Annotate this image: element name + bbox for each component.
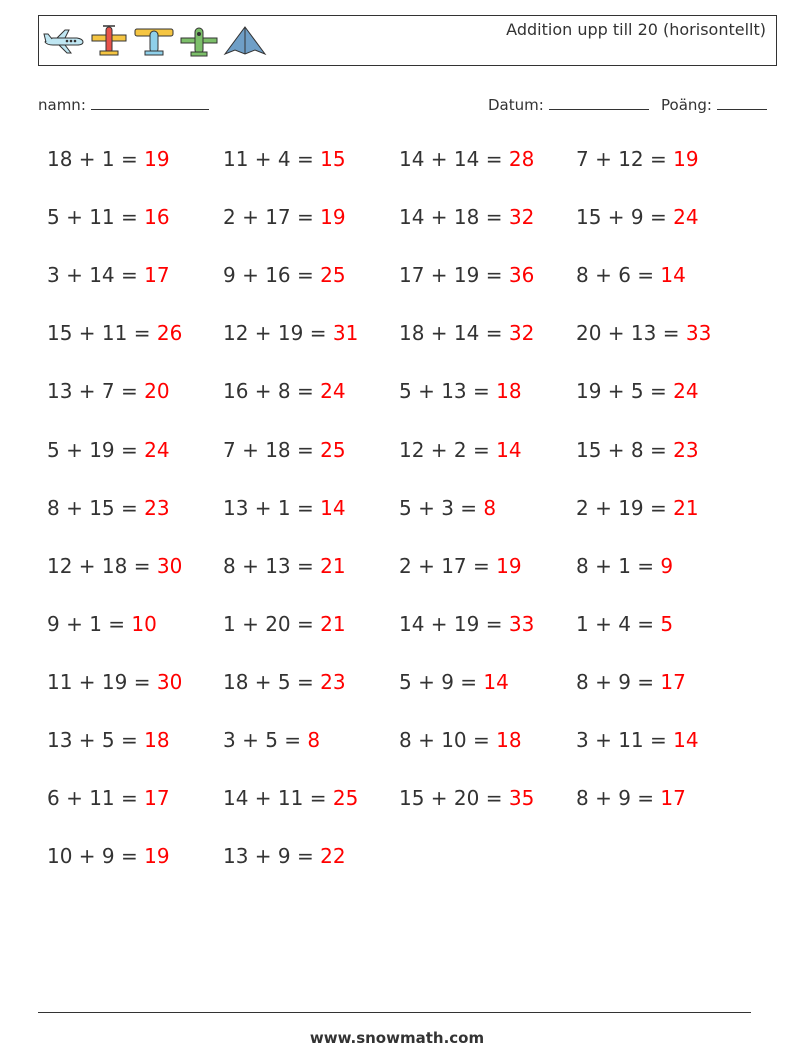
problem-question: 8 + 10 = (399, 728, 497, 752)
score-line (717, 95, 767, 110)
worksheet-title: Addition upp till 20 (horisontellt) (506, 20, 766, 39)
problem (576, 321, 711, 345)
problem-answer: 25 (332, 786, 359, 811)
problem-question: 13 + 7 = (47, 379, 145, 404)
problem (576, 205, 699, 229)
problem (47, 728, 170, 752)
problem-answer: 32 (508, 205, 535, 230)
problem (576, 438, 699, 462)
problem (576, 786, 686, 810)
name-label: namn: (38, 96, 86, 114)
problem-answer: 25 (320, 263, 346, 288)
problem (47, 205, 170, 229)
problem-question: 8 + 15 = (47, 495, 145, 520)
problem (47, 786, 170, 810)
problem (399, 205, 534, 229)
problem-question: 15 + 9 = (576, 205, 674, 230)
problem (223, 612, 346, 636)
problem (399, 670, 509, 694)
problem-question: 14 + 11 = (223, 786, 333, 811)
problem-question: 3 + 14 = (47, 263, 145, 288)
problem (576, 379, 699, 403)
problem-question: 17 + 19 = (399, 263, 509, 288)
problem (576, 612, 673, 636)
problem-question: 1 + 4 = (576, 611, 661, 636)
problem-answer: 33 (508, 611, 535, 636)
problem (223, 321, 358, 345)
blue-plane-icon (133, 23, 175, 59)
footer-divider (38, 1012, 751, 1013)
score-field (661, 95, 767, 114)
date-line (549, 95, 649, 110)
problem-question: 8 + 13 = (223, 553, 321, 578)
problem-answer: 21 (673, 495, 699, 520)
problem (399, 321, 534, 345)
problem (47, 554, 182, 578)
problem (223, 670, 346, 694)
problem (223, 205, 346, 229)
airplane-icon (43, 26, 85, 56)
problem-question: 11 + 19 = (47, 669, 157, 694)
problem-question: 18 + 14 = (399, 321, 509, 346)
problem-question: 14 + 19 = (399, 611, 509, 636)
problem (576, 147, 699, 171)
problem-answer: 33 (685, 321, 712, 346)
problem (399, 612, 534, 636)
problem-question: 19 + 5 = (576, 379, 674, 404)
problem-answer: 24 (673, 379, 699, 404)
problem-question: 11 + 4 = (223, 147, 321, 171)
problem-answer: 23 (673, 437, 699, 462)
problem (399, 147, 534, 171)
problem (47, 379, 170, 403)
problem (399, 554, 522, 578)
problem-answer: 21 (320, 553, 346, 578)
problem-answer: 23 (144, 495, 170, 520)
problem-question: 2 + 19 = (576, 495, 674, 520)
problem-answer: 17 (144, 786, 170, 811)
problem (47, 147, 170, 171)
problem-answer: 19 (673, 147, 699, 171)
problem-question: 5 + 19 = (47, 437, 145, 462)
problem-answer: 15 (320, 147, 346, 171)
problem-question: 8 + 9 = (576, 669, 661, 694)
problem-question: 15 + 11 = (47, 321, 157, 346)
problem (399, 786, 534, 810)
problem-answer: 10 (131, 611, 157, 636)
problem-answer: 17 (660, 669, 686, 694)
problem (47, 263, 170, 287)
problem-answer: 23 (320, 669, 346, 694)
problem-answer: 19 (144, 147, 170, 171)
problem-question: 14 + 14 = (399, 147, 509, 171)
problem (47, 844, 170, 868)
problem-answer: 24 (673, 205, 699, 230)
header-box (38, 15, 777, 66)
problem-question: 1 + 20 = (223, 611, 321, 636)
problem-answer: 14 (320, 495, 346, 520)
problem-answer: 30 (156, 553, 183, 578)
yellow-plane-icon (89, 23, 129, 59)
problem-answer: 14 (673, 728, 699, 752)
problem (576, 728, 699, 752)
problem (223, 844, 346, 868)
problem-answer: 22 (320, 844, 346, 869)
problem-question: 13 + 1 = (223, 495, 321, 520)
problem-answer: 24 (144, 437, 170, 462)
date-label: Datum: (488, 96, 544, 114)
problem (576, 554, 673, 578)
problem (399, 263, 534, 287)
problem (223, 438, 346, 462)
problem-question: 2 + 17 = (223, 205, 321, 230)
problem-question: 8 + 6 = (576, 263, 661, 288)
score-label: Poäng: (661, 96, 712, 114)
name-field (38, 95, 209, 114)
problem-answer: 20 (144, 379, 170, 404)
problem (399, 438, 522, 462)
problem (47, 321, 182, 345)
name-line (91, 95, 209, 110)
footer-url: www.snowmath.com (309, 1029, 485, 1047)
problem (47, 496, 170, 520)
problem-answer: 35 (508, 786, 535, 811)
problem-answer: 31 (332, 321, 359, 346)
problem-question: 10 + 9 = (47, 844, 145, 869)
problem-answer: 19 (320, 205, 346, 230)
problem (223, 728, 320, 752)
problem (223, 379, 346, 403)
problem-answer: 18 (144, 728, 170, 752)
problem (47, 670, 182, 694)
problem-answer: 32 (508, 321, 535, 346)
problem-answer: 26 (156, 321, 183, 346)
problem (47, 612, 157, 636)
problem (223, 496, 346, 520)
problem-question: 13 + 5 = (47, 728, 145, 752)
problem (223, 786, 358, 810)
problem-answer: 24 (320, 379, 346, 404)
problem-question: 18 + 1 = (47, 147, 145, 171)
problem-question: 12 + 2 = (399, 437, 497, 462)
problem-answer: 18 (496, 379, 522, 404)
problem-question: 20 + 13 = (576, 321, 686, 346)
problem-answer: 21 (320, 611, 346, 636)
problem-answer: 8 (307, 728, 321, 752)
problem (223, 554, 346, 578)
problem-question: 5 + 13 = (399, 379, 497, 404)
problem-answer: 16 (144, 205, 170, 230)
problem-question: 12 + 18 = (47, 553, 157, 578)
problem-question: 15 + 8 = (576, 437, 674, 462)
problem (576, 670, 686, 694)
problem-question: 13 + 9 = (223, 844, 321, 869)
problem-answer: 28 (508, 147, 535, 171)
problem-answer: 30 (156, 669, 183, 694)
problem-question: 5 + 3 = (399, 495, 484, 520)
problem (223, 263, 346, 287)
problem-answer: 9 (660, 553, 674, 578)
problem-answer: 18 (496, 728, 522, 752)
problem-question: 15 + 20 = (399, 786, 509, 811)
problem (576, 496, 699, 520)
problem-answer: 19 (144, 844, 170, 869)
problem-question: 5 + 11 = (47, 205, 145, 230)
problem-question: 5 + 9 = (399, 669, 484, 694)
problem (399, 496, 496, 520)
problem-question: 3 + 5 = (223, 728, 308, 752)
problem (576, 263, 686, 287)
problem (399, 728, 522, 752)
problem-answer: 8 (483, 495, 497, 520)
problem-question: 16 + 8 = (223, 379, 321, 404)
problem-question: 7 + 18 = (223, 437, 321, 462)
problem-question: 9 + 16 = (223, 263, 321, 288)
problem-answer: 5 (660, 611, 674, 636)
problem-question: 18 + 5 = (223, 669, 321, 694)
problem (399, 379, 522, 403)
icon-strip (43, 22, 271, 60)
date-field (488, 95, 649, 114)
problem-answer: 14 (660, 263, 686, 288)
problem-question: 14 + 18 = (399, 205, 509, 230)
problem-answer: 25 (320, 437, 346, 462)
problem-question: 9 + 1 = (47, 611, 132, 636)
problem-question: 3 + 11 = (576, 728, 674, 752)
problem-answer: 14 (483, 669, 509, 694)
stealth-jet-icon (223, 24, 267, 58)
problem-question: 7 + 12 = (576, 147, 674, 171)
problem-question: 8 + 9 = (576, 786, 661, 811)
problem-answer: 17 (144, 263, 170, 288)
problem (223, 147, 346, 171)
problem-answer: 17 (660, 786, 686, 811)
problem-question: 2 + 17 = (399, 553, 497, 578)
problem-answer: 36 (508, 263, 535, 288)
problem-question: 12 + 19 = (223, 321, 333, 346)
problem (47, 438, 170, 462)
problem-question: 8 + 1 = (576, 553, 661, 578)
green-plane-icon (179, 23, 219, 59)
problem-answer: 14 (496, 437, 522, 462)
problem-answer: 19 (496, 553, 522, 578)
problem-question: 6 + 11 = (47, 786, 145, 811)
